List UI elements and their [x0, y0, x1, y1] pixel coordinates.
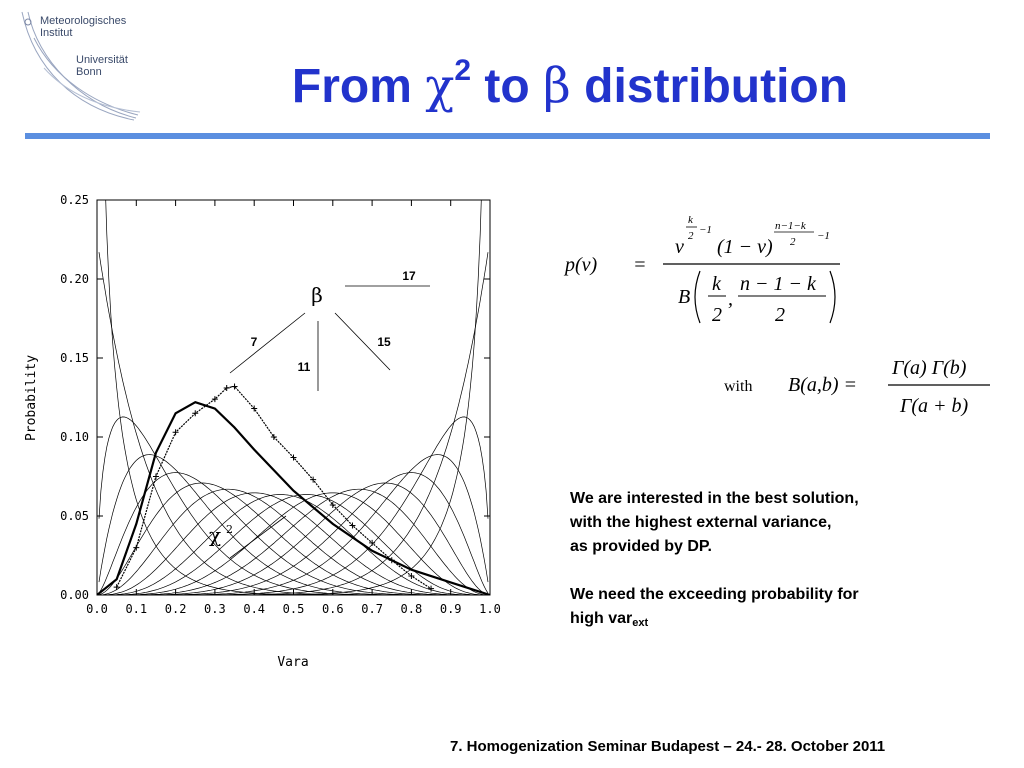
formula2-with: with [724, 378, 753, 395]
beta-curve-k17 [99, 252, 488, 595]
formula-eq: = [633, 254, 647, 276]
beta-curve-k16 [99, 417, 488, 595]
formula2-den: Γ(a + b) [900, 395, 969, 417]
beta-curve-k4 [99, 455, 488, 595]
formula-den-2a: 2 [712, 304, 722, 326]
note1-line3: as provided by DP. [570, 538, 712, 555]
formula2-lhs: B(a,b) = [788, 374, 858, 396]
beta-curve-k1 [99, 180, 488, 595]
k17-label: 17 [402, 269, 416, 283]
note2-line2: high var [570, 610, 633, 627]
formula-exp1-2: 2 [688, 230, 694, 242]
beta-curve-k2 [99, 252, 488, 595]
title-beta: β [543, 58, 571, 114]
beta-curve-k15 [99, 455, 488, 595]
beta-pointer-k7 [230, 313, 305, 373]
x-tick-label: 0.9 [439, 602, 462, 616]
formula-exp2-m1: −1 [817, 230, 830, 242]
x-tick-label: 1.0 [479, 602, 501, 616]
x-tick-label: 0.3 [204, 602, 226, 616]
x-tick-label: 0.1 [125, 602, 148, 616]
empirical-point [114, 584, 120, 590]
x-tick-label: 0.7 [361, 602, 383, 616]
logo-text-line1: Meteorologisches [40, 15, 127, 27]
beta-curve-k7 [99, 489, 488, 595]
y-tick-label: 0.00 [60, 588, 89, 602]
formula-exp2-top: n−1−k [775, 220, 806, 232]
empirical-series-line [117, 386, 431, 588]
title-part3: distribution [570, 60, 849, 113]
x-tick-label: 0.6 [321, 602, 344, 616]
note1-line1: We are interested in the best solution, [570, 490, 859, 507]
k11-label: 11 [297, 360, 311, 374]
beta-curve-k11 [99, 493, 488, 595]
x-tick-label: 0.8 [400, 602, 423, 616]
formula-exp2-2: 2 [790, 236, 796, 248]
y-axis-label: Probability [24, 354, 39, 442]
title-divider [25, 133, 990, 139]
x-tick-label: 0.5 [282, 602, 305, 616]
chi2-symbol-label: χ [208, 523, 222, 547]
beta-function-formula [720, 350, 1000, 425]
footer-event: 7. Homogenization Seminar Budapest – 24.- 28. October 2011 [450, 738, 886, 755]
x-tick-label: 0.2 [164, 602, 187, 616]
title-part1: From [291, 60, 426, 113]
beta-curve-k18 [99, 180, 488, 595]
formula-den-k: k [712, 273, 721, 295]
beta-curve-k8 [99, 493, 488, 595]
empirical-point [232, 383, 238, 389]
logo-text-line3: Universität [76, 54, 128, 66]
note2-line2-wrap [570, 607, 990, 631]
title-chi: χ [425, 58, 455, 114]
x-axis-label: Vara [277, 655, 309, 670]
formula-num-v: v [675, 236, 684, 258]
beta-curve-k3 [99, 417, 488, 595]
title-sup: 2 [454, 54, 472, 87]
beta-chi2-chart [15, 180, 515, 680]
slide-title [160, 54, 980, 114]
y-tick-label: 0.15 [60, 351, 89, 365]
formula-lhs: p(v) [565, 254, 598, 276]
note2-line1: We need the exceeding probability for [570, 586, 859, 603]
university-logo [14, 8, 164, 128]
k15-label: 15 [377, 335, 391, 349]
note-exceeding-probability [570, 583, 990, 631]
formula-den-B: B [678, 286, 691, 308]
note1-line2: with the highest external variance, [570, 514, 832, 531]
title-part2: to [471, 60, 544, 113]
formula-exp1-m1: −1 [699, 224, 712, 236]
curves-layer [97, 180, 490, 595]
y-tick-label: 0.05 [60, 509, 89, 523]
beta-symbol-label: β [311, 283, 323, 307]
formula2-num: Γ(a) Γ(b) [892, 357, 967, 379]
beta-curve-k13 [99, 483, 488, 595]
y-tick-label: 0.10 [60, 430, 89, 444]
logo-text-line4: Bonn [76, 66, 102, 78]
chi2-pointer-line [230, 516, 286, 558]
formula-exp1-k: k [688, 214, 693, 226]
note2-sub: ext [632, 617, 649, 629]
formula-num-paren: (1 − v) [717, 236, 773, 258]
k7-label: 7 [250, 335, 258, 349]
plot-frame [97, 200, 490, 595]
beta-density-formula [560, 205, 860, 335]
logo-text-line2: Institut [40, 27, 73, 39]
formula-den-2b: 2 [775, 304, 785, 326]
chi2-sup-label: 2 [226, 523, 233, 536]
beta-curve-k12 [99, 489, 488, 595]
note-best-solution [570, 487, 990, 559]
formula-den-comma: , [728, 288, 733, 310]
y-tick-label: 0.25 [60, 193, 89, 207]
formula-den-n: n − 1 − k [740, 273, 816, 295]
x-tick-label: 0.0 [86, 602, 108, 616]
y-tick-label: 0.20 [60, 272, 89, 286]
x-tick-label: 0.4 [243, 602, 266, 616]
beta-curve-k6 [99, 483, 488, 595]
